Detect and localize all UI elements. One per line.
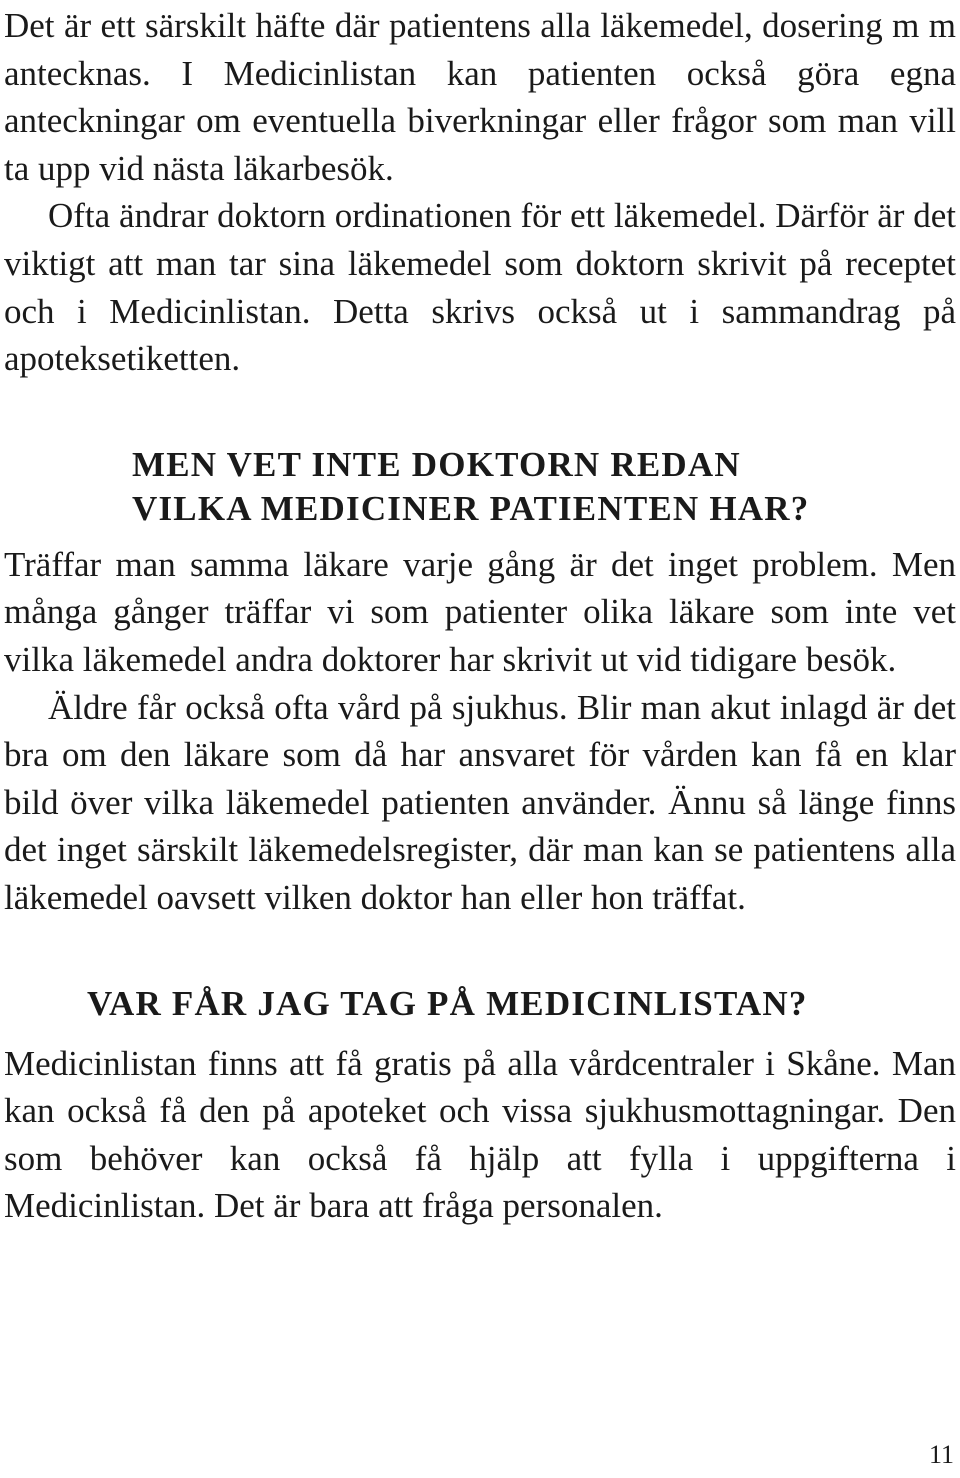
paragraph-availability: Medicinlistan finns att få gratis på alla vårdcentraler i Skåne. Man kan också få den på apoteket och vissa sjukhusmottagningar. Den som behöver kan också få hjälp att fylla i uppgifterna i Medicinlistan. Det är bara att fråga personalen. [4, 1043, 956, 1226]
document-page [4, 0, 956, 1230]
paragraph-medicinlistan-description: Det är ett särskilt häfte där patientens alla läkemedel, dosering m m antecknas. I Medicinlistan kan patienten också göra egna anteckningar om eventuella biverkningar eller frågor som man vill ta upp vid nästa läkarbesök. [4, 6, 956, 188]
paragraph-hospital-care: Äldre får också ofta vård på sjukhus. Blir man akut inlagd är det bra om den läkare som då har ansvaret för vården kan få en klar bild över vilka läkemedel patienten använder. Ännu så länge finns det inget särskilt läkemedelsregister, där man kan se patientens alla läkemedel oavsett vilken doktor han eller hon träffat. [4, 687, 956, 917]
section-heading-doctor-knowledge [4, 443, 956, 531]
paragraph-same-doctor: Träffar man samma läkare varje gång är det inget problem. Men många gånger träffar vi som patienter olika läkare som inte vet vilka läkemedel andra doktorer har skrivit ut vid tidigare besök. [4, 544, 956, 679]
section-heading-line-1: MEN VET INTE DOKTORN REDAN [132, 444, 741, 484]
page-number: 11 [928, 1440, 954, 1469]
section-heading-where-to-get: VAR FÅR JAG TAG PÅ MEDICINLISTAN? [87, 983, 808, 1023]
paragraph-ordination-changes: Ofta ändrar doktorn ordinationen för ett läkemedel. Därför är det viktigt att man tar sina läkemedel som doktorn skrivit på receptet och i Medicinlistan. Detta skrivs också ut i sammandrag på apoteksetiketten. [4, 196, 956, 379]
section-heading-line-2: VILKA MEDICINER PATIENTEN HAR? [132, 488, 810, 528]
